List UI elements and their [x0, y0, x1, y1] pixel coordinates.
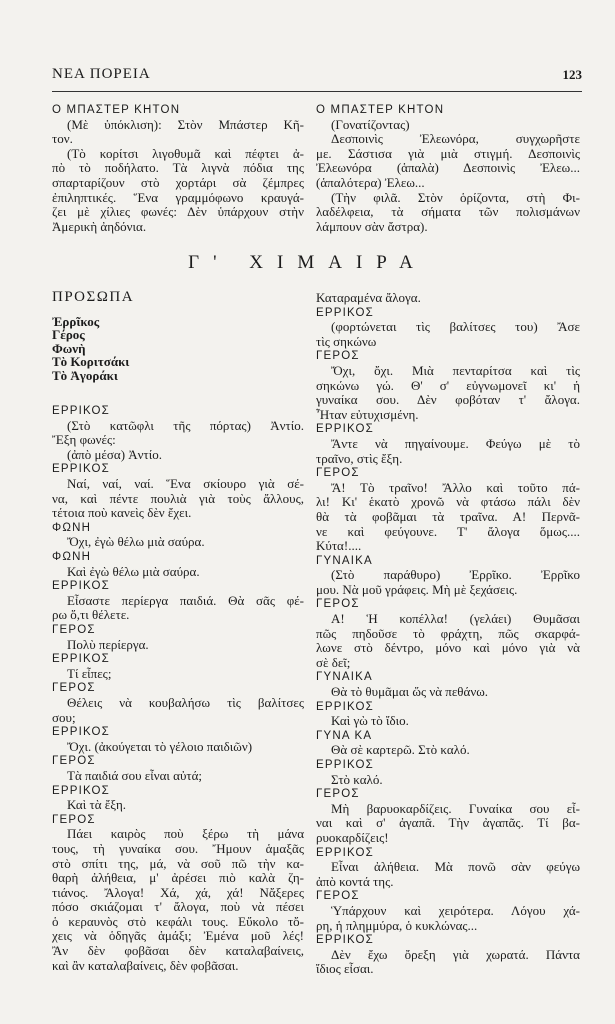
text-line: ἀπὸ κοντά της.	[316, 873, 394, 889]
dialogue-paragraph	[316, 860, 580, 889]
dialogue-paragraph	[316, 802, 580, 846]
speaker-name: ΕΡΡΙΚΟΣ	[52, 784, 110, 797]
text-line: Καὶ γὼ τὸ ἴδιο.	[331, 713, 409, 729]
text-line: (Τὴν φιλᾶ. Στὸν ὁρίζοντα, στὴ Φι-	[331, 189, 580, 205]
text-line: ναι καὶ σ' ἀγαπᾶ. Τὴν ἀγαπᾶς. Τί βα-	[316, 815, 580, 831]
speaker-name: ΓΥΝΑΙΚΑ	[316, 671, 373, 684]
dialogue-paragraph	[52, 798, 304, 813]
text-line: Εἶσαστε περίεργα παιδιά. Θὰ σᾶς φέ-	[67, 592, 304, 608]
speaker-name: Ο ΜΠΑΣΤΕΡ ΚΗΤΟΝ	[316, 104, 445, 116]
text-line: Ἐλεωνόρα (ἁπαλὰ) Δεσποινὶς Ἐλεω...	[316, 160, 580, 176]
page-number: 123	[562, 67, 582, 82]
text-line: νε καὶ φεύγουνε. Τ' ἄλογα ὅμως....	[316, 523, 580, 539]
speaker-name: ΕΡΡΙΚΟΣ	[316, 306, 374, 319]
column-bottom-left	[52, 290, 304, 973]
text-line: Καὶ ἐγὼ θέλω μιὰ σαύρα.	[67, 563, 200, 579]
speaker-name: ΓΕΡΟΣ	[316, 890, 360, 903]
dialogue-paragraph	[316, 773, 580, 788]
speaker-name: ΦΩΝΗ	[52, 521, 92, 534]
text-line: Ὄχι, ὄχι. Μιὰ πενταρίτσα καὶ τὶς	[331, 362, 580, 378]
text-line: Ἔξη φωνές:	[52, 432, 116, 448]
cast-member: Ἐρρῖκος	[52, 313, 100, 329]
dialogue-paragraph	[316, 743, 580, 758]
cast-list	[52, 315, 304, 383]
text-line: Ὄχι. (ἀκούγεται τὸ γέλοιο παιδιῶν)	[67, 738, 253, 754]
speaker-name: ΓΕΡΟΣ	[52, 682, 96, 695]
persons-heading: ΠΡΟΣΩΠΑ	[52, 289, 135, 305]
text-line: Ἂν δὲν φοβᾶσαι δὲν καταλαβαίνεις,	[52, 943, 304, 959]
text-line: Μὴ βαρυοκαρδίζεις. Γυναίκα σου εἶ-	[331, 800, 580, 816]
speaker-name: ΦΩΝΗ	[52, 551, 92, 564]
text-line: πῶς πηδοῦσε τὸ φράχτη, πῶς σκαρφά-	[316, 625, 580, 641]
dialogue-paragraph	[316, 481, 580, 554]
dialogue-paragraph	[316, 364, 580, 422]
dialogue-paragraph	[316, 132, 580, 190]
text-line: γυναίκα σου. Δὲν φοβόταν τ' ἄλογα.	[316, 392, 580, 408]
text-line: Ἄ! Τὸ τραῖνο! Ἄλλο καὶ τοῦτο πά-	[331, 479, 580, 495]
dialogue-paragraph	[52, 827, 304, 973]
text-line: τιάνος. Ἄλογα! Χά, χά, χά! Νἄξερες	[52, 884, 304, 900]
text-line: Θέλεις νὰ κουβαλήσω τὶς βαλίτσες	[67, 694, 304, 710]
text-line: σου;	[52, 709, 76, 725]
speaker-name: ΓΥΝΑΙΚΑ	[316, 554, 373, 567]
text-line: σηκώνω γώ. Θ' σ' εὐγνωμονεῖ κι' ἡ	[316, 377, 580, 393]
text-line: ζει μὲ χίλιες φωνές: Δὲν ὑπάρχουν στὴν	[52, 204, 304, 220]
dialogue-paragraph	[316, 685, 580, 700]
text-line: Πολὺ περίεργα.	[67, 636, 149, 652]
text-line: στὸ σπίτι της, μά, νὰ σοῦ πῶ τὴν κα-	[52, 855, 304, 871]
text-line: λαδέλφεια, τὰ σήματα τῶν πολισμάνων	[316, 204, 580, 220]
cast-member: Φωνὴ	[52, 340, 86, 356]
column-bottom-right	[316, 291, 580, 977]
dialogue-paragraph	[52, 769, 304, 784]
text-line: Καὶ τὰ ἔξη.	[67, 797, 127, 813]
speaker-name: ΕΡΡΙΚΟΣ	[52, 463, 110, 476]
text-line: τὶς σηκώνω	[316, 333, 377, 349]
text-line: (Στὸ κατῶφλι τῆς πόρτας) Ἀντίο.	[67, 417, 304, 433]
dialogue-paragraph	[316, 612, 580, 670]
text-line: Κύτα!....	[316, 538, 362, 554]
dialogue-paragraph	[316, 191, 580, 235]
text-line: Θὰ σὲ καρτερῶ. Στὸ καλό.	[331, 742, 470, 758]
dialogue-paragraph	[52, 147, 304, 235]
speaker-name: ΕΡΡΙΚΟΣ	[316, 846, 374, 859]
text-line: λι! Κι' ἑκατὸ χρονῶ νὰ φτάσω πάλι δὲν	[316, 494, 580, 510]
running-header	[52, 66, 582, 88]
text-line: (Γονατίζοντας)	[331, 116, 410, 132]
cast-member: Τὸ Κοριτσάκι	[52, 354, 130, 370]
text-line: Πάει καιρὸς ποὺ ξέρω τὴ μάνα	[67, 826, 304, 842]
text-line: πόσο σκιάζομαι τ' ἄλογα, ποὺ νὰ πέσει	[52, 899, 304, 915]
text-line: Ὄχι, ἐγὼ θέλω μιὰ σαύρα.	[67, 534, 205, 550]
text-line: θὰ τὰ φοβᾶμαι τὰ τραῖνα. Α! Περνᾶ-	[316, 508, 580, 524]
text-line: με. Σάστισα γιὰ μιὰ στιγμή. Δεσποινὶς	[316, 145, 580, 161]
text-line: μου. Νὰ μοῦ γράφεις. Μὴ μὲ ξεχάσεις.	[316, 581, 518, 597]
dialogue-paragraph	[52, 696, 304, 725]
dialogue-paragraph	[52, 419, 304, 448]
text-line: (φορτώνεται τὶς βαλίτσες του) Ἄσε	[331, 319, 580, 335]
dialogue-paragraph	[52, 448, 304, 463]
speaker-name: ΓΕΡΟΣ	[316, 788, 360, 801]
dialogue-paragraph	[316, 714, 580, 729]
dialogue-paragraph	[52, 667, 304, 682]
text-line: Καταραμένα ἄλογα.	[316, 290, 421, 305]
speaker-name: ΓΕΡΟΣ	[316, 467, 360, 480]
dialogue-paragraph	[316, 568, 580, 597]
speaker-name: ΓΕΡΟΣ	[316, 350, 360, 363]
speaker-name: ΕΡΡΙΚΟΣ	[52, 580, 110, 593]
speaker-name: ΓΕΡΟΣ	[52, 755, 96, 768]
text-line: καὶ ἂν καταλαβαίνεις, δὲν φοβᾶσαι.	[52, 957, 239, 973]
dialogue-paragraph	[316, 320, 580, 349]
text-line: Ἀμερικὴ ἀηδόνια.	[52, 218, 147, 234]
text-line: χεις νὰ ὁδηγᾶς ἁμάξι; Ἐμένα μοῦ λές!	[52, 928, 304, 944]
dialogue-paragraph	[52, 594, 304, 623]
dialogue-paragraph	[52, 535, 304, 550]
text-line: (Τὸ κορίτσι λιγοθυμᾶ καὶ πέφτει ἀ-	[67, 145, 304, 161]
dialogue-paragraph	[316, 904, 580, 933]
text-line: θαρὴ ἀλήθεια, μ' ἀρέσει πιὸ καλὰ ζη-	[52, 870, 304, 886]
dialogue-paragraph	[316, 437, 580, 466]
speaker-name: ΓΕΡΟΣ	[52, 813, 96, 826]
text-line: Ἦταν εὐτυχισμένη.	[316, 406, 419, 422]
dialogue-paragraph	[316, 118, 580, 133]
section-title: Γ' ΧΙΜΑΙΡΑ	[188, 252, 427, 273]
text-line: ρω ὅ,τι θέλετε.	[52, 607, 130, 623]
text-line: τέτοια ποὺ κανεὶς δὲν ἔχει.	[52, 505, 192, 521]
cast-member: Γέρος	[52, 327, 85, 343]
speaker-name: ΕΡΡΙΚΟΣ	[52, 405, 110, 418]
column-top-left	[52, 103, 304, 234]
text-line: Ὑπάρχουν καὶ χειρότερα. Λόγου χά-	[331, 902, 580, 918]
text-line: ἐπιληπτικές. Ἕνα γραμμόφωνο κραυγά-	[52, 189, 304, 205]
text-line: Τὰ παιδιά σου εἶναι αὐτά;	[67, 767, 203, 783]
speaker-name: ΓΕΡΟΣ	[52, 624, 96, 636]
dialogue-paragraph	[52, 477, 304, 521]
text-line: Τί εἶπες;	[67, 665, 112, 681]
text-line: (Στὸ παράθυρο) Ἐρρῖκο. Ἐρρῖκο	[331, 567, 580, 583]
text-line: λάμπουν σὰν ἄστρα).	[316, 218, 428, 234]
magazine-title: ΝΕΑ ΠΟΡΕΙΑ	[52, 66, 151, 82]
text-line: τραῖνο, στὶς ἔξη.	[316, 450, 403, 466]
text-line: ρυοκαρδίζεις!	[316, 829, 389, 845]
dialogue-paragraph	[52, 118, 304, 147]
text-line: Θὰ τὸ θυμᾶμαι ὥς νὰ πεθάνω.	[331, 684, 489, 700]
text-line: λωνε στὸ δέντρο, μόνο καὶ μόνο γιὰ νὰ	[316, 640, 580, 656]
speaker-name: ΕΡΡΙΚΟΣ	[316, 700, 374, 713]
text-line: να, καὶ πέντε πουλιὰ γιὰ τοὺς ἄλλους,	[52, 490, 304, 506]
speaker-name: ΕΡΡΙΚΟΣ	[52, 653, 110, 666]
speaker-name: ΕΡΡΙΚΟΣ	[316, 934, 374, 947]
speaker-name: ΓΥΝΑ ΚΑ	[316, 729, 373, 742]
text-line: ρη, ἡ πλημμύρα, ὁ κυκλώνας...	[316, 917, 478, 933]
speaker-name: ΓΕΡΟΣ	[316, 598, 360, 611]
text-line: ἴδιος εἶσαι.	[316, 961, 374, 977]
text-line: τους, τὴ γυναίκα σου. Ἤμουν ἁμαξᾶς	[52, 840, 304, 856]
text-line: Εἶναι ἀλήθεια. Μὰ πονῶ σὰν φεύγω	[331, 859, 580, 875]
dialogue-paragraph	[52, 638, 304, 653]
cast-member: Τὸ Ἀγοράκι	[52, 367, 118, 383]
speaker-name: ΕΡΡΙΚΟΣ	[316, 759, 374, 771]
text-line: σὲ δεῖ;	[316, 654, 351, 670]
text-line: τον.	[52, 131, 73, 147]
text-line: Ναί, ναί, ναί. Ἕνα σκίουρο γιὰ σέ-	[67, 476, 304, 492]
text-line: (Μὲ ὑπόκλιση): Στὸν Μπάστερ Κῆ-	[67, 116, 304, 132]
text-line: πὸ τὸ ποδήλατο. Τὰ λιγνὰ πόδια της	[52, 160, 304, 176]
header-rule	[52, 91, 582, 92]
text-line: σπαρταρίζουν στὸ χορτάρι σὰ ζέμπρες	[52, 174, 304, 190]
text-line: Α! Ἡ κοπέλλα! (γελάει) Θυμᾶσαι	[331, 611, 580, 627]
dialogue-paragraph	[316, 291, 580, 306]
text-line: Δὲν ἔχω ὄρεξη γιὰ χωρατά. Πάντα	[331, 946, 580, 962]
text-line: (ἀπὸ μέσα) Ἀντίο.	[67, 446, 163, 462]
text-line: Στὸ καλό.	[331, 771, 383, 787]
dialogue-paragraph	[316, 948, 580, 977]
text-line: (ἁπαλότερα) Ἐλεω...	[316, 174, 425, 190]
speaker-name: Ο ΜΠΑΣΤΕΡ ΚΗΤΟΝ	[52, 104, 181, 116]
text-line: Ἄντε νὰ πηγαίνουμε. Φεύγω μὲ τὸ	[331, 435, 580, 451]
speaker-name: ΕΡΡΙΚΟΣ	[52, 726, 110, 739]
speaker-name: ΕΡΡΙΚΟΣ	[316, 423, 374, 436]
text-line: ὁ κεραυνὸς στὸ κεφάλι τους. Εὔκολο τὄ-	[52, 913, 304, 929]
column-top-right	[316, 103, 580, 234]
dialogue-paragraph	[52, 565, 304, 580]
text-line: Δεσποινὶς Ἐλεωνόρα, συγχωρῆστε	[331, 131, 580, 147]
dialogue-paragraph	[52, 740, 304, 755]
